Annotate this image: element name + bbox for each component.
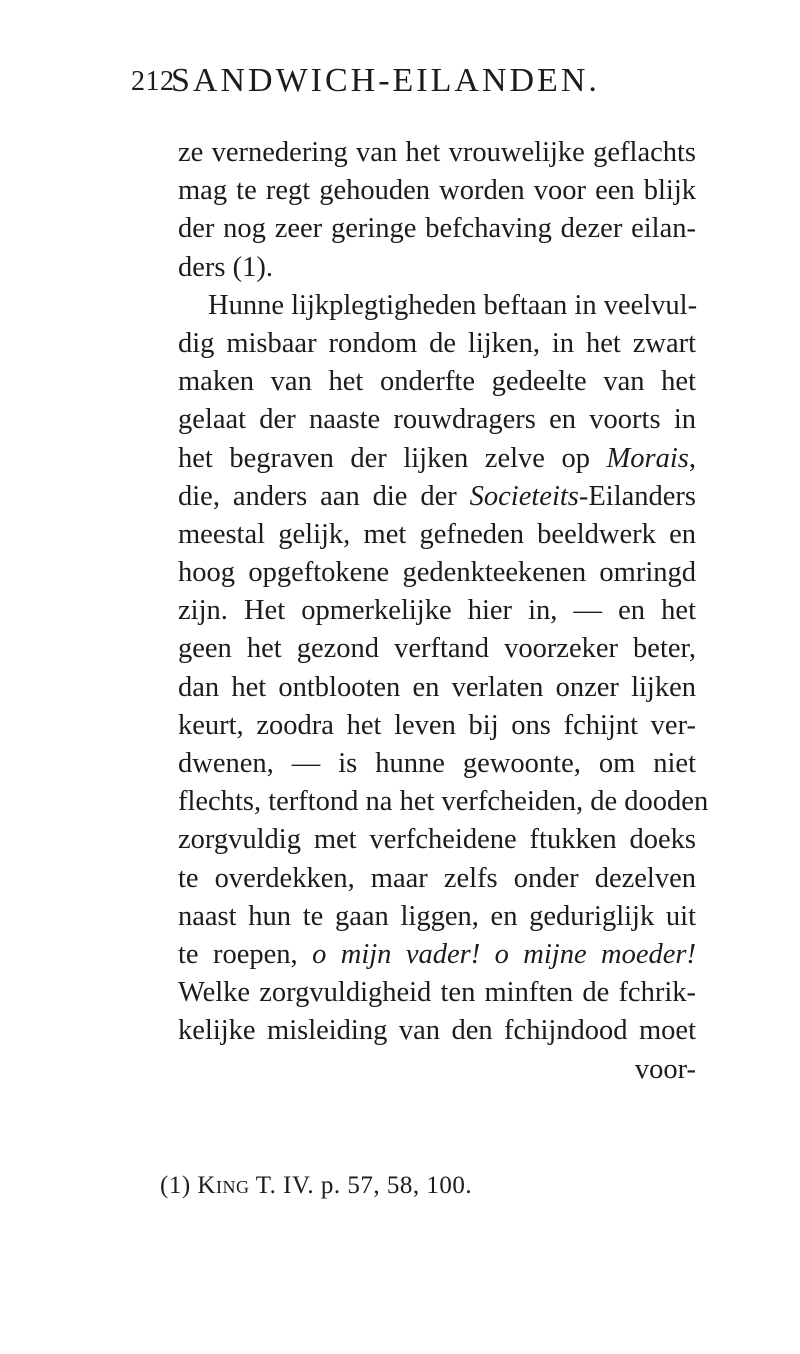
page-number: 212 <box>131 66 175 97</box>
text-line: keurt, zoodra het leven bij ons fchijnt ver- <box>178 709 696 741</box>
text-line: kelijke misleiding van den fchijndood moet <box>178 1015 696 1047</box>
footnote-author: King <box>197 1172 250 1199</box>
footnote-reference: T. IV. p. 57, 58, 100. <box>255 1172 473 1199</box>
text-line: ders (1). <box>178 251 273 283</box>
text-line: te overdekken, maar zelfs onder dezelven <box>178 862 696 894</box>
text-line: dan het ontblooten en verlaten onzer lijken <box>178 671 696 703</box>
footnote-marker: (1) <box>160 1172 191 1199</box>
text-line: der nog zeer geringe befchaving dezer eilan- <box>178 213 696 245</box>
running-title: SANDWICH-EILANDEN. <box>171 62 600 99</box>
text-line: hoog opgeftokene gedenkteekenen omringd <box>178 557 696 589</box>
text-line <box>178 440 696 478</box>
italic-exclamation: o mijn vader! o mijne moeder! <box>312 938 696 970</box>
text-line: naast hun te gaan liggen, en geduriglijk uit <box>178 900 696 932</box>
footnote <box>160 1172 472 1200</box>
text-line: dig misbaar rondom de lijken, in het zwart <box>178 327 696 359</box>
text-segment: , <box>688 442 697 474</box>
text-line <box>178 478 696 516</box>
text-line: dwenen, — is hunne gewoonte, om niet <box>178 748 696 779</box>
running-head <box>131 62 691 102</box>
text-segment: -Eilanders <box>578 480 696 512</box>
text-line: Welke zorgvuldigheid ten minften de fchrik- <box>178 977 696 1009</box>
paragraph-start-line: Hunne lijkplegtigheden beftaan in veelvul- <box>208 289 698 321</box>
text-line <box>178 936 696 974</box>
text-line: zijn. Het opmerkelijke hier in, — en het <box>178 595 696 627</box>
text-line: meestal gelijk, met gefneden beeldwerk en <box>178 518 696 550</box>
text-line: mag te regt gehouden worden voor een blijk <box>178 175 696 207</box>
italic-term-morais: Morais <box>606 442 689 474</box>
text-line: maken van het onderfte gedeelte van het <box>178 366 696 398</box>
text-line: zorgvuldig met verfcheidene ftukken doeks <box>178 824 696 856</box>
catchword: voor- <box>634 1053 696 1085</box>
body-text <box>178 134 709 1089</box>
text-line: geen het gezond verftand voorzeker beter, <box>178 633 696 665</box>
text-line: ze vernedering van het vrouwelijke geflachts <box>178 137 696 168</box>
text-segment: te roepen, <box>178 938 298 970</box>
italic-term-societeits: Societeits <box>469 480 579 512</box>
text-line: flechts, terftond na het verfcheiden, de dooden <box>178 786 709 818</box>
text-segment: het begraven der lijken zelve op <box>178 442 590 474</box>
text-segment: die, anders aan die der <box>178 480 457 512</box>
text-line: gelaat der naaste rouwdragers en voorts in <box>178 404 696 436</box>
